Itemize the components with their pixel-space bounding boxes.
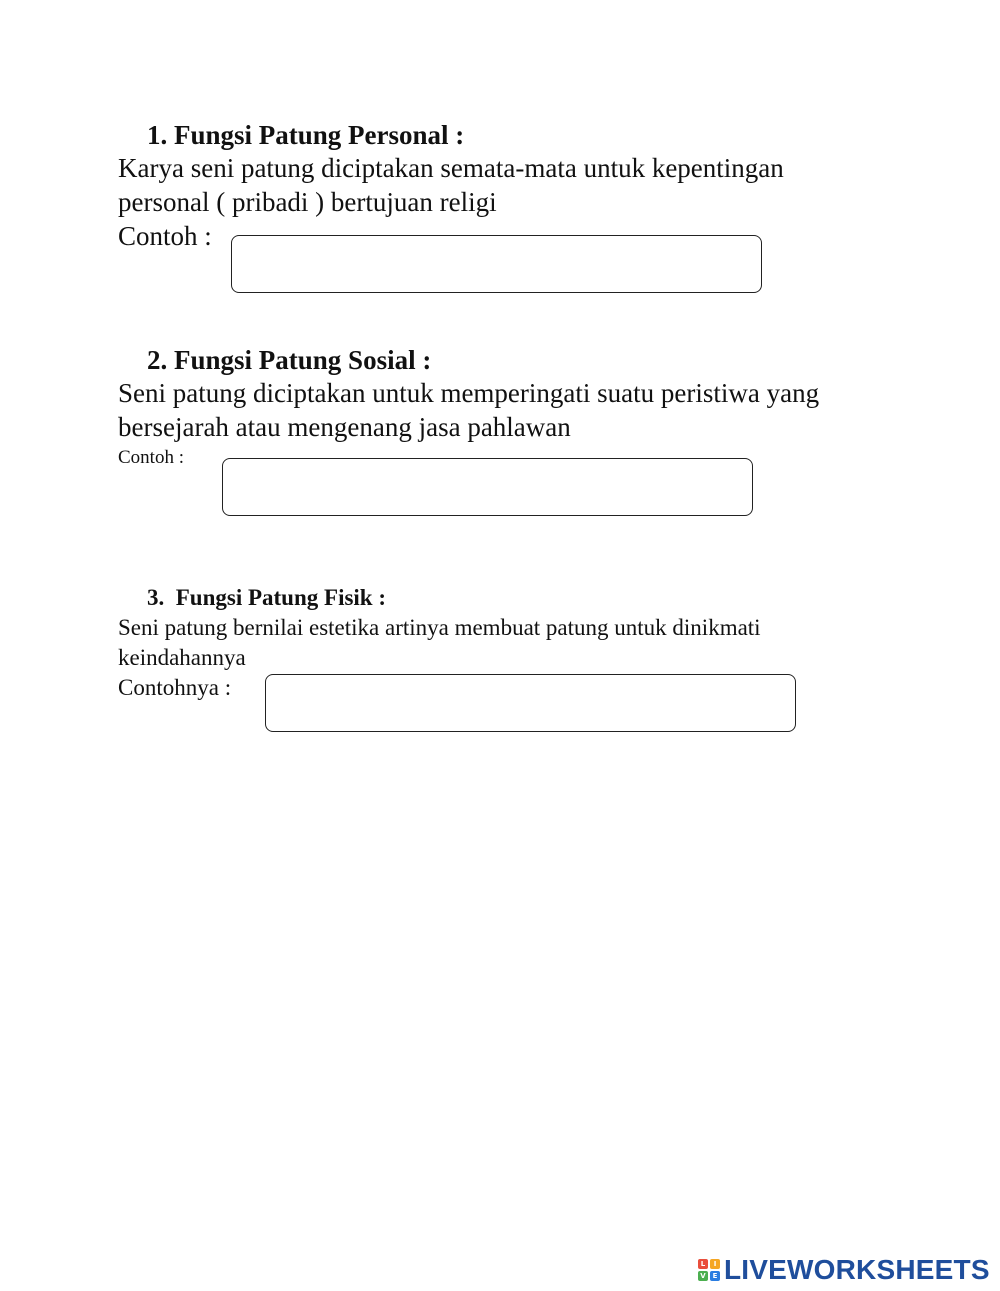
section-2-answer-input[interactable] <box>222 458 753 516</box>
section-3-heading-text: Fungsi Patung Fisik : <box>175 585 386 610</box>
liveworksheets-logo <box>698 1253 990 1287</box>
section-3-heading-number: 3. <box>147 585 165 610</box>
logo-block-i: I <box>710 1259 720 1269</box>
section-1-heading: 1. Fungsi Patung Personal : <box>147 120 465 150</box>
section-3-answer-input[interactable] <box>265 674 796 732</box>
section-2-text-line-2: bersejarah atau mengenang jasa pahlawan <box>118 412 571 442</box>
section-1-text-line-2: personal ( pribadi ) bertujuan religi <box>118 187 497 217</box>
section-2-heading: 2. Fungsi Patung Sosial : <box>147 345 432 375</box>
section-3-text-line-1: Seni patung bernilai estetika artinya membuat patung untuk dinikmati <box>118 615 761 640</box>
logo-block-l: L <box>698 1259 708 1269</box>
section-1-example-label: Contoh : <box>118 221 212 251</box>
logo-block-v: V <box>698 1271 708 1281</box>
section-2-text-line-1: Seni patung diciptakan untuk memperingati suatu peristiwa yang <box>118 378 820 408</box>
brand-name: LIVEWORKSHEETS <box>724 1254 990 1285</box>
section-3-example-label: Contohnya : <box>118 675 232 700</box>
section-3-text-line-2: keindahannya <box>118 645 246 670</box>
section-1-answer-input[interactable] <box>231 235 762 293</box>
live-blocks-icon <box>698 1259 720 1281</box>
logo-block-e: E <box>710 1271 720 1281</box>
section-3-heading <box>147 584 386 612</box>
section-1-text-line-1: Karya seni patung diciptakan semata-mata untuk kepentingan <box>118 153 784 183</box>
section-2-example-label: Contoh : <box>118 447 184 468</box>
